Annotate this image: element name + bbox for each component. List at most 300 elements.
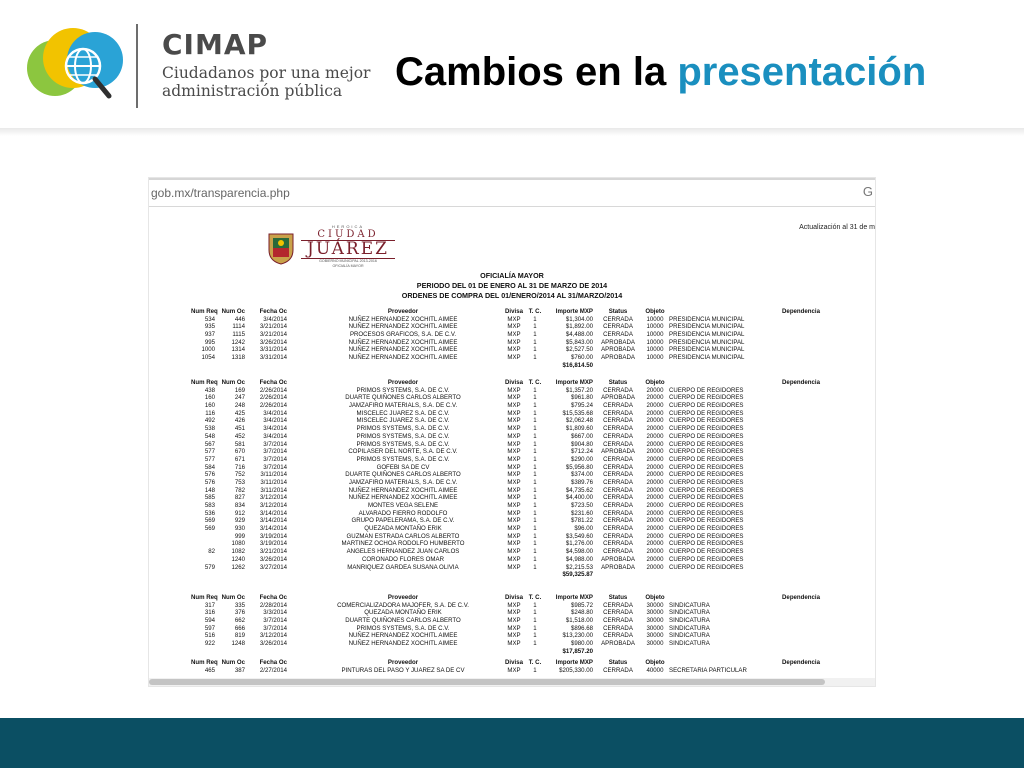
cell-objeto: 20000 [646, 425, 664, 433]
cell-fecha-oc: 3/7/2014 [263, 455, 287, 463]
header-num-oc: Num Oc [221, 659, 245, 666]
table-row [191, 394, 831, 402]
cell-descripcion: PRESIDENCIA MUNICIPAL [669, 331, 745, 339]
cell-tipo-cambio: 1 [533, 486, 537, 494]
cell-descripcion: CUERPO DE REGIDORES [669, 525, 744, 533]
header-fecha-oc: Fecha Oc [259, 308, 287, 315]
cell-num-req: 585 [204, 494, 215, 502]
cell-objeto: 20000 [646, 417, 664, 425]
cell-num-oc: 930 [234, 525, 245, 533]
cell-objeto: 20000 [646, 532, 664, 540]
cell-tipo-cambio: 1 [533, 666, 537, 674]
table-row [191, 323, 831, 331]
cell-proveedor: PRIMOS SYSTEMS, S.A. DE C.V. [356, 386, 450, 394]
header-num-req: Num Req [191, 308, 218, 315]
cell-proveedor: MANRIQUEZ GARDEA SUSANA OLIVIA [347, 563, 459, 571]
doc-title-3: ORDENES DE COMPRA DEL 01/ENERO/2014 AL 31/MARZO/2014 [401, 291, 623, 300]
cell-proveedor: PROCESOS GRAFICOS, S.A. DE C.V. [349, 331, 457, 339]
cell-status: CERRADA [603, 432, 633, 440]
cell-descripcion: SINDICATURA [669, 617, 710, 625]
cell-divisa: MXP [507, 338, 521, 346]
header-tipo-cambio: T. C. [528, 379, 542, 386]
cell-num-req: 465 [204, 666, 215, 674]
cell-divisa: MXP [507, 548, 521, 556]
orders-table-group-3 [191, 594, 831, 656]
cell-num-oc: 999 [234, 532, 245, 540]
cell-importe: $1,809.60 [565, 425, 593, 433]
cell-fecha-oc: 2/26/2014 [259, 386, 287, 394]
cell-tipo-cambio: 1 [533, 315, 537, 323]
update-note: Actualización al 31 de m [799, 224, 875, 231]
header-fecha-oc: Fecha Oc [259, 594, 287, 601]
cell-importe: $1,892.00 [565, 323, 593, 331]
cell-tipo-cambio: 1 [533, 331, 537, 339]
cell-fecha-oc: 3/19/2014 [259, 532, 287, 540]
orders-table-group-2 [191, 379, 831, 579]
cell-tipo-cambio: 1 [533, 455, 537, 463]
table-row [191, 346, 831, 354]
cell-num-req: 995 [204, 338, 215, 346]
cell-tipo-cambio: 1 [533, 471, 537, 479]
slide-title-plain: Cambios en la [395, 50, 678, 94]
header-proveedor: Proveedor [387, 379, 419, 386]
cell-proveedor: NUÑEZ HERNANDEZ XOCHITL AIMEE [348, 354, 458, 362]
cell-num-req: 160 [204, 402, 215, 410]
cell-proveedor: JAMZAFIRO MATERIALS, S.A. DE C.V. [348, 478, 458, 486]
cell-proveedor: MISCELEC JUAREZ S.A. DE C.V. [356, 417, 450, 425]
cell-tipo-cambio: 1 [533, 425, 537, 433]
cell-proveedor: PRIMOS SYSTEMS, S.A. DE C.V. [356, 440, 450, 448]
cell-tipo-cambio: 1 [533, 386, 537, 394]
cell-objeto: 10000 [646, 354, 664, 362]
cell-num-req: 317 [204, 601, 215, 609]
table-row [191, 331, 831, 339]
cell-descripcion: CUERPO DE REGIDORES [669, 563, 744, 571]
cell-num-req: 576 [204, 478, 215, 486]
cell-importe: $4,598.00 [565, 548, 593, 556]
header-objeto: Objeto [645, 594, 665, 601]
cell-descripcion: CUERPO DE REGIDORES [669, 471, 744, 479]
cell-num-oc: 912 [234, 509, 245, 517]
cell-tipo-cambio: 1 [533, 409, 537, 417]
cell-importe: $1,357.20 [565, 386, 593, 394]
cell-fecha-oc: 3/19/2014 [259, 540, 287, 548]
cell-fecha-oc: 3/4/2014 [263, 417, 287, 425]
header-dependencia: Dependencia [782, 594, 820, 601]
cell-status: CERRADA [603, 486, 633, 494]
cell-fecha-oc: 3/31/2014 [259, 346, 287, 354]
cell-objeto: 10000 [646, 331, 664, 339]
cell-status: APROBADA [601, 346, 635, 354]
logo-sub-1: GOBIERNO MUNICIPAL 2013-2016 [319, 259, 377, 263]
cell-num-req: 922 [204, 640, 215, 648]
cell-fecha-oc: 3/11/2014 [260, 471, 287, 479]
header-divisa: Divisa [505, 594, 523, 601]
cell-status: CERRADA [603, 440, 633, 448]
cell-descripcion: SECRETARIA PARTICULAR [669, 666, 747, 674]
cell-status: CERRADA [603, 548, 633, 556]
table-row [191, 640, 831, 648]
cell-num-req: 534 [204, 315, 215, 323]
cell-descripcion: CUERPO DE REGIDORES [669, 463, 744, 471]
table-row [191, 617, 831, 625]
cell-num-req: 577 [204, 455, 215, 463]
cell-objeto: 30000 [646, 624, 664, 632]
cell-fecha-oc: 2/26/2014 [259, 394, 287, 402]
cell-status: APROBADA [601, 354, 635, 362]
cell-num-req: 316 [204, 609, 215, 617]
cell-num-req: 579 [204, 563, 215, 571]
cell-objeto: 20000 [646, 563, 664, 571]
header-dependencia: Dependencia [782, 308, 820, 315]
cell-proveedor: NUÑEZ HERNANDEZ XOCHITL AIMEE [348, 640, 458, 648]
cell-descripcion: SINDICATURA [669, 609, 710, 617]
cell-num-req: 1000 [201, 346, 215, 354]
cell-num-req: 160 [204, 394, 215, 402]
brand-tagline-1: Ciudadanos por una mejor [162, 64, 371, 82]
cell-status: APROBADA [601, 394, 635, 402]
cell-descripcion: CUERPO DE REGIDORES [669, 402, 744, 410]
cell-num-oc: 425 [234, 409, 245, 417]
table-total-row [191, 571, 831, 579]
cell-objeto: 20000 [646, 509, 664, 517]
cell-num-oc: 1248 [231, 640, 245, 648]
cell-status: APROBADA [601, 563, 635, 571]
cell-tipo-cambio: 1 [533, 632, 537, 640]
cell-fecha-oc: 3/26/2014 [259, 555, 287, 563]
cell-fecha-oc: 3/21/2014 [259, 323, 287, 331]
cell-fecha-oc: 3/7/2014 [263, 448, 287, 456]
cell-fecha-oc: 3/4/2014 [263, 315, 287, 323]
slide-title [395, 48, 926, 96]
cell-num-oc: 1082 [231, 548, 245, 556]
cell-status: CERRADA [603, 494, 633, 502]
cell-divisa: MXP [507, 555, 521, 563]
header-importe: Importe MXP [555, 379, 593, 386]
cell-status: CERRADA [603, 386, 633, 394]
browser-cut-glyph: G [862, 184, 873, 199]
cell-status: CERRADA [603, 455, 633, 463]
cell-descripcion: CUERPO DE REGIDORES [669, 494, 744, 502]
cell-objeto: 30000 [646, 609, 664, 617]
cell-descripcion: CUERPO DE REGIDORES [669, 532, 744, 540]
cell-objeto: 10000 [646, 323, 664, 331]
cell-tipo-cambio: 1 [533, 624, 537, 632]
cell-importe: $2,215.53 [565, 563, 593, 571]
table-row [191, 354, 831, 362]
table-row [191, 632, 831, 640]
cell-divisa: MXP [507, 517, 521, 525]
cell-objeto: 30000 [646, 632, 664, 640]
cell-divisa: MXP [507, 563, 521, 571]
cell-objeto: 20000 [646, 548, 664, 556]
cell-divisa: MXP [507, 402, 521, 410]
group-total: $17,857.20 [562, 647, 593, 655]
table-row [191, 417, 831, 425]
browser-address-bar [149, 178, 875, 207]
cell-objeto: 10000 [646, 338, 664, 346]
cell-proveedor: PRIMOS SYSTEMS, S.A. DE C.V. [356, 455, 450, 463]
cell-importe: $248.80 [570, 609, 593, 617]
header-fecha-oc: Fecha Oc [259, 659, 287, 666]
cell-tipo-cambio: 1 [533, 563, 537, 571]
cell-proveedor: PRIMOS SYSTEMS, S.A. DE C.V. [356, 425, 450, 433]
cell-divisa: MXP [507, 509, 521, 517]
cell-proveedor: ALVARADO FIERRO RODOLFO [358, 509, 448, 517]
cell-status: APROBADA [601, 448, 635, 456]
cell-status: CERRADA [603, 609, 633, 617]
cell-proveedor: PRIMOS SYSTEMS, S.A. DE C.V. [356, 432, 450, 440]
cell-importe: $290.00 [570, 455, 593, 463]
cell-num-oc: 581 [234, 440, 245, 448]
cell-importe: $15,535.68 [562, 409, 593, 417]
cell-status: CERRADA [603, 632, 633, 640]
cell-num-oc: 827 [234, 494, 245, 502]
cell-objeto: 20000 [646, 471, 664, 479]
logo-heroica: HEROICA [331, 224, 365, 229]
cell-proveedor: MARTINEZ OCHOA RODOLFO HUMBERTO [341, 540, 465, 548]
cell-proveedor: GUZMAN ESTRADA CARLOS ALBERTO [346, 532, 460, 540]
cell-divisa: MXP [507, 323, 521, 331]
cell-status: CERRADA [603, 502, 633, 509]
header-divisa: Divisa [505, 308, 523, 315]
cell-objeto: 20000 [646, 502, 664, 509]
cell-tipo-cambio: 1 [533, 525, 537, 533]
cell-num-oc: 1080 [231, 540, 245, 548]
cell-status: CERRADA [603, 525, 633, 533]
header-status: Status [608, 308, 628, 315]
cell-num-req: 538 [204, 425, 215, 433]
cell-descripcion: CUERPO DE REGIDORES [669, 540, 744, 548]
header-status: Status [608, 379, 628, 386]
cell-importe: $985.72 [570, 601, 593, 609]
cell-fecha-oc: 3/4/2014 [263, 409, 287, 417]
logo-sub-2: OFICIALÍA MAYOR [332, 264, 364, 268]
cell-divisa: MXP [507, 354, 521, 362]
cell-importe: $5,843.00 [565, 338, 593, 346]
cell-fecha-oc: 2/26/2014 [259, 402, 287, 410]
cell-importe: $896.68 [570, 624, 593, 632]
cell-num-req: 536 [204, 509, 215, 517]
logo-ciudad: CIUDAD [317, 229, 379, 240]
footer-band [0, 718, 1024, 768]
cell-importe: $961.80 [570, 394, 593, 402]
cell-tipo-cambio: 1 [533, 394, 537, 402]
cell-num-req: 577 [204, 448, 215, 456]
cell-num-oc: 248 [234, 402, 245, 410]
cell-fecha-oc: 3/11/2014 [260, 478, 287, 486]
header-proveedor: Proveedor [387, 594, 419, 601]
cell-proveedor: JAMZAFIRO MATERIALS, S.A. DE C.V. [348, 402, 458, 410]
cell-num-oc: 662 [234, 617, 245, 625]
cell-descripcion: PRESIDENCIA MUNICIPAL [669, 315, 745, 323]
cell-num-req: 116 [205, 409, 215, 417]
cell-num-oc: 929 [234, 517, 245, 525]
cell-num-oc: 782 [234, 486, 245, 494]
cell-objeto: 20000 [646, 440, 664, 448]
cell-status: CERRADA [603, 409, 633, 417]
header-divisa: Divisa [505, 379, 523, 386]
cell-descripcion: CUERPO DE REGIDORES [669, 455, 744, 463]
cell-objeto: 20000 [646, 455, 664, 463]
cell-objeto: 40000 [646, 666, 664, 674]
table-row [191, 556, 831, 564]
cell-proveedor: CORONADO FLORES OMAR [362, 555, 444, 563]
table-row [191, 564, 831, 572]
header-tipo-cambio: T. C. [528, 659, 542, 666]
cell-num-req: 548 [204, 432, 215, 440]
table-row [191, 540, 831, 548]
cell-proveedor: QUEZADA MONTAÑO ERIK [364, 525, 442, 533]
cell-importe: $5,956.80 [565, 463, 593, 471]
cell-divisa: MXP [507, 532, 521, 540]
cell-status: CERRADA [603, 315, 633, 323]
cell-importe: $1,518.00 [565, 617, 593, 625]
cell-importe: $2,062.48 [565, 417, 593, 425]
cell-proveedor: DUARTE QUIÑONES CARLOS ALBERTO [345, 617, 461, 625]
cell-num-oc: 834 [234, 502, 245, 509]
cell-num-oc: 1262 [231, 563, 245, 571]
header-num-oc: Num Oc [221, 379, 245, 386]
cell-num-oc: 819 [234, 632, 245, 640]
table-row [191, 602, 831, 610]
table-row [191, 494, 831, 502]
group-total: $59,325.87 [562, 571, 593, 579]
header-status: Status [608, 659, 628, 666]
cell-objeto: 20000 [646, 448, 664, 456]
cell-divisa: MXP [507, 471, 521, 479]
cell-importe: $1,276.00 [565, 540, 593, 548]
cell-descripcion: PRESIDENCIA MUNICIPAL [669, 354, 745, 362]
document-screenshot [149, 178, 875, 686]
cell-num-req: 569 [204, 525, 215, 533]
cell-tipo-cambio: 1 [533, 540, 537, 548]
cell-num-req: 567 [204, 440, 215, 448]
cell-objeto: 30000 [646, 617, 664, 625]
doc-title-2: PERIODO DEL 01 DE ENERO AL 31 DE MARZO DE 2014 [416, 281, 608, 290]
header-divisa: Divisa [505, 659, 523, 666]
header-num-req: Num Req [191, 594, 218, 601]
cell-tipo-cambio: 1 [533, 440, 537, 448]
cell-proveedor: MISCELEC JUAREZ S.A. DE C.V. [356, 409, 450, 417]
cell-tipo-cambio: 1 [533, 509, 537, 517]
cell-importe: $96.00 [574, 525, 593, 533]
table-row [191, 410, 831, 418]
header-num-oc: Num Oc [221, 594, 245, 601]
cell-importe: $4,735.62 [565, 486, 593, 494]
cell-num-oc: 376 [234, 609, 245, 617]
cell-proveedor: NUÑEZ HERNANDEZ XOCHITL AIMEE [348, 346, 458, 354]
orders-table-group-4 [191, 659, 831, 674]
cell-status: CERRADA [603, 617, 633, 625]
cell-descripcion: CUERPO DE REGIDORES [669, 386, 744, 394]
cell-num-oc: 716 [234, 463, 245, 471]
cell-descripcion: PRESIDENCIA MUNICIPAL [669, 323, 745, 331]
cell-proveedor: DUARTE QUIÑONES CARLOS ALBERTO [345, 394, 461, 402]
cell-num-oc: 169 [234, 386, 245, 394]
cell-proveedor: NUÑEZ HERNANDEZ XOCHITL AIMEE [348, 323, 458, 331]
cell-num-oc: 1115 [232, 331, 245, 339]
table-row [191, 464, 831, 472]
cell-objeto: 20000 [646, 525, 664, 533]
table-row [191, 548, 831, 556]
table-row [191, 517, 831, 525]
table-row [191, 402, 831, 410]
cell-status: CERRADA [603, 509, 633, 517]
brand-block [162, 30, 392, 100]
cell-divisa: MXP [507, 394, 521, 402]
cell-num-req: 492 [204, 417, 215, 425]
cell-num-oc: 335 [234, 601, 245, 609]
header-num-req: Num Req [191, 379, 218, 386]
group-total: $16,814.50 [562, 361, 593, 369]
header-tipo-cambio: T. C. [528, 594, 542, 601]
table-row [191, 425, 831, 433]
cell-tipo-cambio: 1 [533, 494, 537, 502]
cell-objeto: 20000 [646, 394, 664, 402]
cell-fecha-oc: 2/27/2014 [259, 666, 287, 674]
table-row [191, 533, 831, 541]
cell-importe: $980.00 [570, 640, 593, 648]
doc-title-1: OFICIALÍA MAYOR [480, 271, 544, 280]
cell-proveedor: QUEZADA MONTAÑO ERIK [364, 609, 442, 617]
cell-divisa: MXP [507, 540, 521, 548]
cell-num-oc: 752 [234, 471, 245, 479]
cell-num-oc: 247 [234, 394, 245, 402]
cell-num-req: 594 [204, 617, 215, 625]
cell-fecha-oc: 3/26/2014 [259, 640, 287, 648]
cell-num-oc: 666 [234, 624, 245, 632]
cell-fecha-oc: 3/21/2014 [259, 331, 287, 339]
cell-descripcion: CUERPO DE REGIDORES [669, 417, 744, 425]
header-dependencia: Dependencia [782, 659, 820, 666]
header-objeto: Objeto [645, 308, 665, 315]
cell-fecha-oc: 3/12/2014 [259, 494, 287, 502]
cell-tipo-cambio: 1 [533, 555, 537, 563]
address-url[interactable]: gob.mx/transparencia.php [151, 186, 290, 200]
scrollbar-thumb[interactable] [149, 679, 825, 685]
table-header-row [191, 308, 831, 316]
cell-divisa: MXP [507, 463, 521, 471]
cell-importe: $904.80 [570, 440, 593, 448]
header-num-req: Num Req [191, 659, 218, 666]
table-row [191, 502, 831, 510]
cell-proveedor: NUÑEZ HERNANDEZ XOCHITL AIMEE [348, 494, 458, 502]
table-row [191, 339, 831, 347]
cell-fecha-oc: 3/7/2014 [263, 463, 287, 471]
cell-num-req: 935 [204, 323, 215, 331]
cell-divisa: MXP [507, 609, 521, 617]
cell-descripcion: CUERPO DE REGIDORES [669, 555, 744, 563]
cell-divisa: MXP [507, 525, 521, 533]
cell-objeto: 20000 [646, 402, 664, 410]
cell-descripcion: CUERPO DE REGIDORES [669, 394, 744, 402]
header-importe: Importe MXP [555, 659, 593, 666]
cell-status: CERRADA [603, 425, 633, 433]
table-row [191, 456, 831, 464]
cell-tipo-cambio: 1 [533, 532, 537, 540]
cell-importe: $667.00 [570, 432, 593, 440]
cell-objeto: 20000 [646, 463, 664, 471]
cell-descripcion: CUERPO DE REGIDORES [669, 409, 744, 417]
cell-divisa: MXP [507, 425, 521, 433]
cell-objeto: 30000 [646, 601, 664, 609]
horizontal-scrollbar[interactable] [149, 678, 875, 686]
cell-objeto: 20000 [646, 486, 664, 494]
table-row [191, 625, 831, 633]
cell-importe: $723.50 [570, 502, 593, 509]
cell-num-req: 82 [208, 548, 215, 556]
